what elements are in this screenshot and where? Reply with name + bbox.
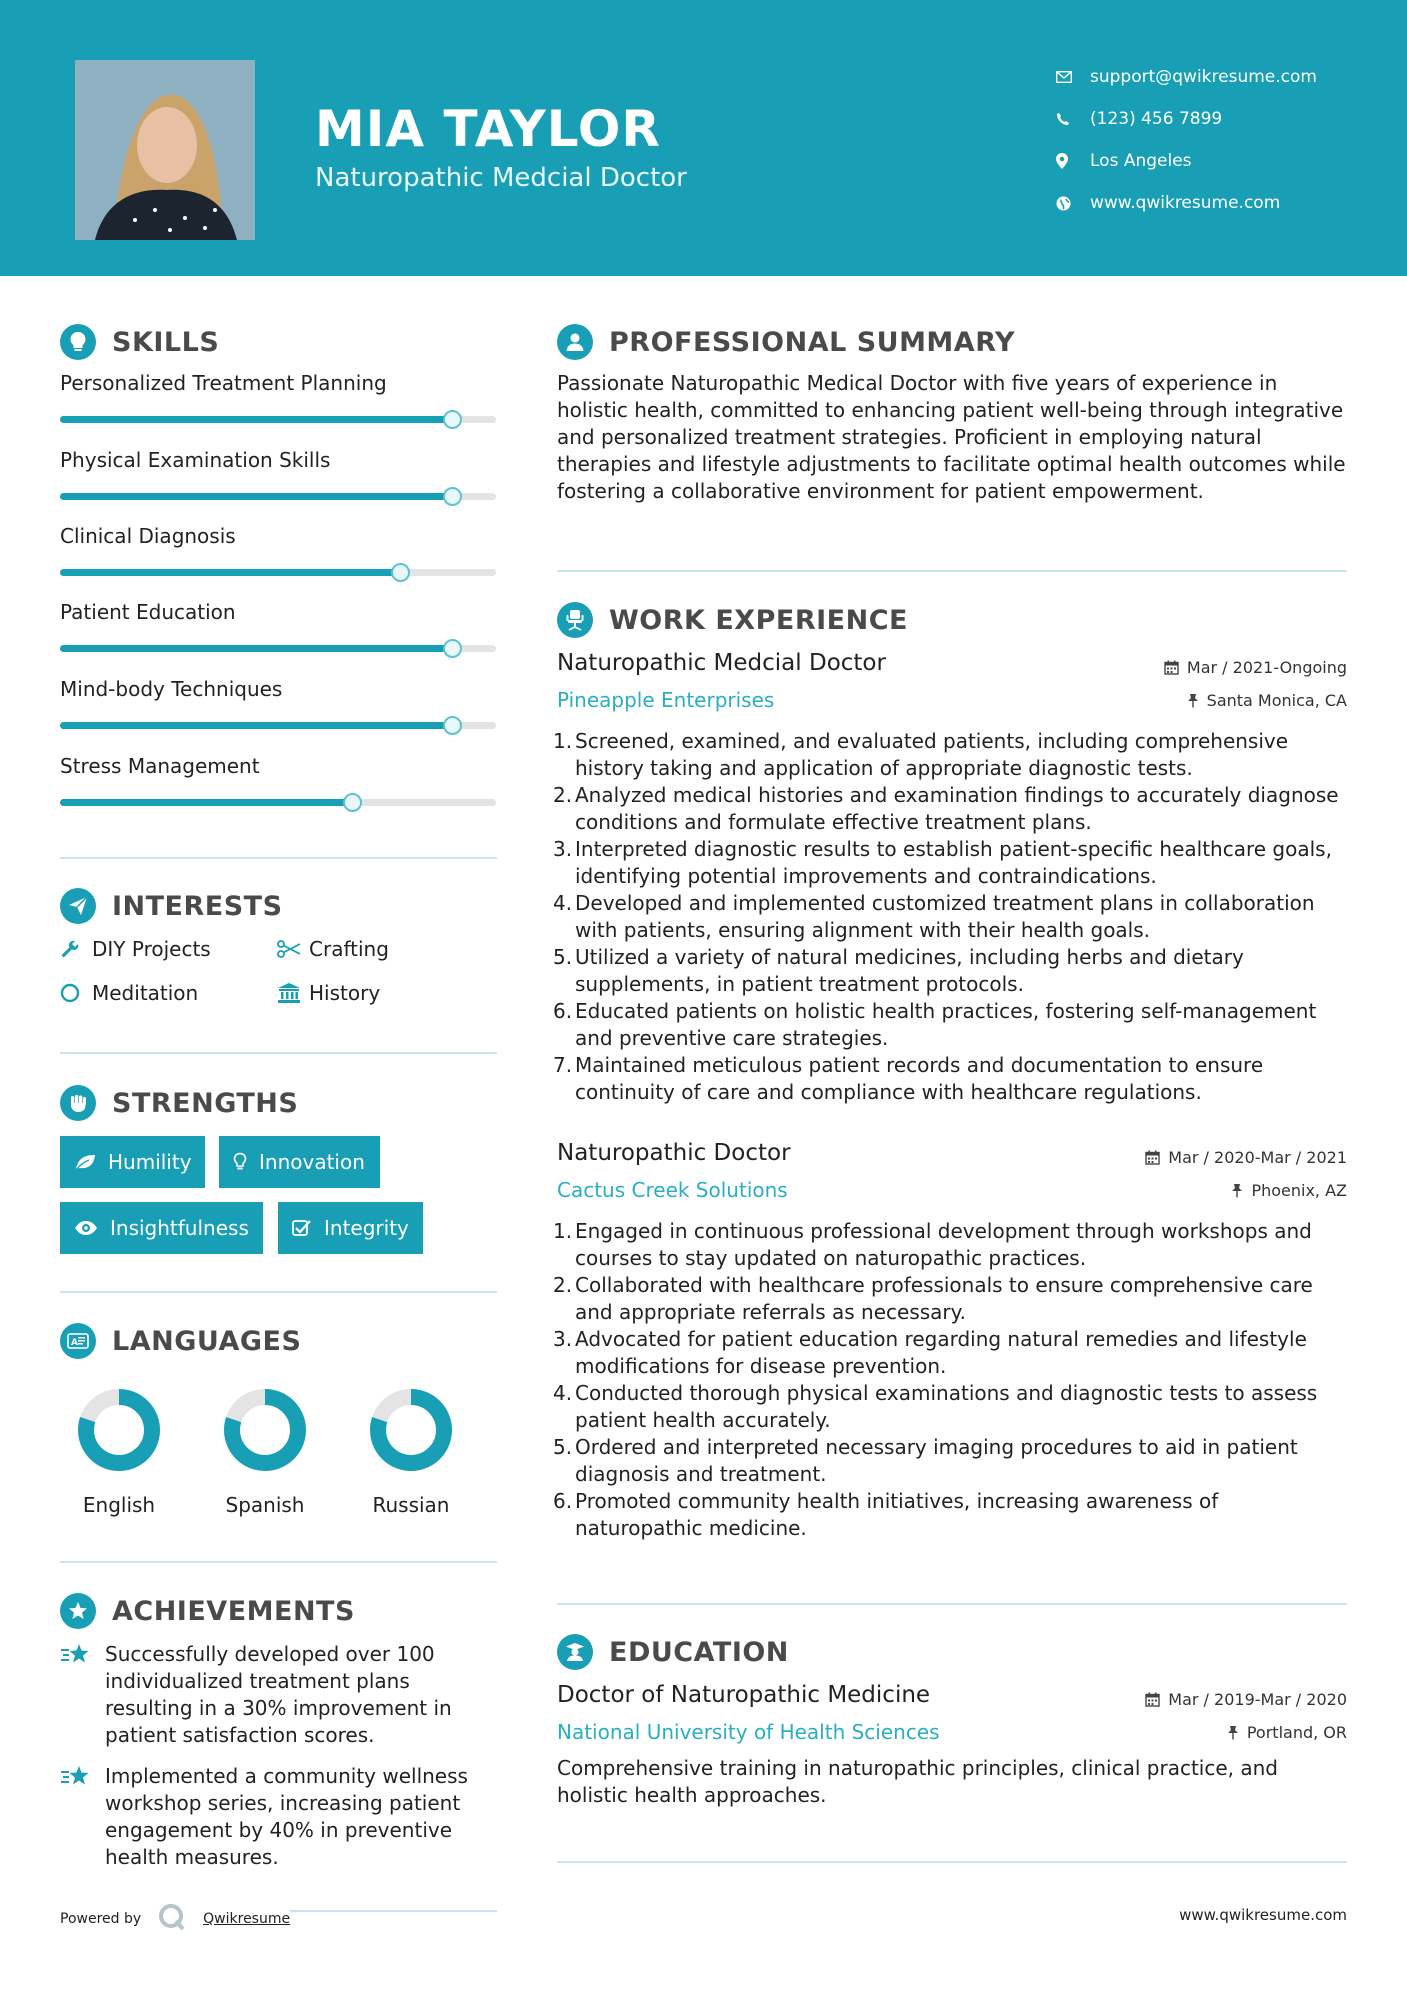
- education-location: [1227, 1723, 1347, 1742]
- skills-title: SKILLS: [112, 326, 220, 358]
- interest-item: [60, 937, 211, 961]
- job-bullet-text: Maintained meticulous patient records and documentation to ensure continuity of care and compliance with healthcare regulations.: [575, 1053, 1264, 1104]
- skill-name: Patient Education: [60, 600, 236, 624]
- summary-heading: [557, 324, 1015, 360]
- language-donut: [220, 1385, 310, 1475]
- globe-icon: [1056, 196, 1090, 211]
- skill-bar-fill: [60, 569, 400, 576]
- interests-title: INTERESTS: [112, 890, 283, 922]
- language-donut: [366, 1385, 456, 1475]
- office-chair-icon: [557, 602, 593, 638]
- job-location: [1187, 691, 1347, 710]
- skill-name: Clinical Diagnosis: [60, 524, 236, 548]
- skill-bar: [60, 493, 496, 500]
- job-bullet: 1. Engaged in continuous professional development through workshops and courses to stay updated on naturopathic practices.: [553, 1219, 1312, 1270]
- summary-title: PROFESSIONAL SUMMARY: [609, 326, 1016, 358]
- strengths-heading: [60, 1085, 298, 1121]
- strength-tag: [278, 1202, 423, 1254]
- achievements-title: ACHIEVEMENTS: [112, 1595, 355, 1627]
- graduate-icon: [557, 1634, 593, 1670]
- contact-location-text: Los Angeles: [1090, 151, 1192, 171]
- strength-tag: [60, 1202, 263, 1254]
- phone-icon: [1056, 112, 1090, 126]
- strength-tag: [219, 1136, 380, 1188]
- summary-text: Passionate Naturopathic Medical Doctor with five years of experience in holistic health, committed to enhancing patient well-being through integrative and personalized treatment strategies. Proficient in employing natural therapies and lifestyle adjustments to facilitate optimal health outcomes while fostering a collaborative environment for patient empowerment.: [557, 371, 1346, 503]
- languages-heading: [60, 1323, 301, 1359]
- job-location-text: Santa Monica, CA: [1206, 691, 1347, 710]
- job-bullet-text: Utilized a variety of natural medicines, including herbs and dietary supplements, in patient treatment protocols.: [575, 945, 1244, 996]
- job-company: Cactus Creek Solutions: [557, 1178, 788, 1202]
- job-bullet: 2. Collaborated with healthcare professionals to ensure comprehensive care and appropriate referrals as necessary.: [553, 1273, 1313, 1324]
- pushpin-icon: [1231, 1183, 1243, 1198]
- job-bullets: [553, 728, 1352, 1106]
- job-bullet-text: Engaged in continuous professional development through workshops and courses to stay updated on naturopathic practices.: [575, 1219, 1312, 1270]
- strength-label: Integrity: [324, 1216, 409, 1240]
- education-heading: [557, 1634, 789, 1670]
- job-bullet-text: Collaborated with healthcare professionals to ensure comprehensive care and appropriate referrals as necessary.: [575, 1273, 1313, 1324]
- museum-icon: [277, 982, 309, 1004]
- lightbulb-outline-icon: [233, 1152, 247, 1172]
- skill-bar-fill: [60, 645, 452, 652]
- section-divider: [557, 1861, 1347, 1863]
- skill-bar-fill: [60, 416, 452, 423]
- job-bullet: 3. Interpreted diagnostic results to establish patient-specific healthcare goals, identifying potential improvements and contraindications.: [553, 837, 1332, 888]
- skill-bar: [60, 722, 496, 729]
- section-divider: [60, 1052, 497, 1054]
- star-badge-icon: [60, 1593, 96, 1629]
- job-bullet-text: Ordered and interpreted necessary imaging procedures to aid in patient diagnosis and treatment.: [575, 1435, 1298, 1486]
- lightbulb-icon: [60, 324, 96, 360]
- job-bullet: 7. Maintained meticulous patient records and documentation to ensure continuity of care and compliance with healthcare regulations.: [553, 1053, 1264, 1104]
- contact-phone-text: (123) 456 7899: [1090, 109, 1223, 129]
- language-name: English: [82, 1493, 156, 1517]
- job-bullet: 5. Utilized a variety of natural medicines, including herbs and dietary supplements, in patient treatment protocols.: [553, 945, 1244, 996]
- achievement-text: Successfully developed over 100 individualized treatment plans resulting in a 30% improvement in patient satisfaction scores.: [105, 1642, 452, 1747]
- skill-bar: [60, 645, 496, 652]
- skill-bar: [60, 799, 496, 806]
- job-dates-text: Mar / 2020-Mar / 2021: [1168, 1148, 1347, 1167]
- job-bullet-text: Educated patients on holistic health practices, fostering self-management and preventive care strategies.: [575, 999, 1317, 1050]
- language-donut: [74, 1385, 164, 1475]
- skill-bar-knob: [343, 793, 362, 812]
- job-bullet: 4. Conducted thorough physical examinations and diagnostic tests to assess patient health accurately.: [553, 1381, 1318, 1432]
- job-dates: [1164, 658, 1347, 677]
- contact-email-text: support@qwikresume.com: [1090, 67, 1317, 87]
- contact-website[interactable]: [1056, 182, 1317, 224]
- interest-label: DIY Projects: [92, 937, 211, 961]
- skill-bar-fill: [60, 493, 452, 500]
- eye-icon: [74, 1220, 98, 1236]
- job-bullet-text: Conducted thorough physical examinations and diagnostic tests to assess patient health accurately.: [575, 1381, 1318, 1432]
- job-bullets: [553, 1218, 1352, 1542]
- skill-bar-knob: [391, 563, 410, 582]
- job-location: [1231, 1181, 1347, 1200]
- job-bullet-text: Promoted community health initiatives, increasing awareness of naturopathic medicine.: [575, 1489, 1219, 1540]
- profile-photo: [75, 60, 255, 240]
- interest-item: [60, 981, 198, 1005]
- interest-label: Meditation: [92, 981, 199, 1005]
- qwikresume-logo-icon: [157, 1902, 191, 1936]
- job-bullet: 5. Ordered and interpreted necessary imaging procedures to aid in patient diagnosis and treatment.: [553, 1435, 1298, 1486]
- scissors-icon: [277, 940, 309, 958]
- calendar-icon: [1145, 1150, 1160, 1165]
- job-dates: [1145, 1148, 1347, 1167]
- education-degree: Doctor of Naturopathic Medicine: [557, 1682, 931, 1708]
- skill-name: Physical Examination Skills: [60, 448, 331, 472]
- education-dates: [1145, 1690, 1347, 1709]
- candidate-name: MIA TAYLOR: [315, 100, 661, 158]
- interests-heading: [60, 888, 283, 924]
- skill-bar: [60, 416, 496, 423]
- checkbox-icon: [292, 1219, 312, 1237]
- skill-bar-knob: [443, 639, 462, 658]
- skill-bar-fill: [60, 799, 352, 806]
- interest-item: [277, 981, 380, 1005]
- job-bullet-text: Analyzed medical histories and examination findings to accurately diagnose conditions and formulate effective treatment plans.: [575, 783, 1339, 834]
- powered-by: [60, 1902, 290, 1936]
- job-bullet: 6. Educated patients on holistic health practices, fostering self-management and preventive care strategies.: [553, 999, 1317, 1050]
- skill-bar-knob: [443, 487, 462, 506]
- section-divider: [60, 857, 497, 859]
- job-bullet: 4. Developed and implemented customized treatment plans in collaboration with patients, ensuring alignment with their health goals.: [553, 891, 1315, 942]
- strengths-title: STRENGTHS: [112, 1087, 299, 1119]
- education-description: Comprehensive training in naturopathic principles, clinical practice, and holistic health approaches.: [557, 1756, 1278, 1807]
- job-title: Naturopathic Doctor: [557, 1140, 791, 1166]
- language-name: Spanish: [225, 1493, 305, 1517]
- fist-icon: [60, 1085, 96, 1121]
- skills-heading: [60, 324, 219, 360]
- education-dates-text: Mar / 2019-Mar / 2020: [1168, 1690, 1347, 1709]
- job-bullet-text: Screened, examined, and evaluated patients, including comprehensive history taking and application of appropriate diagnostic tests.: [575, 729, 1289, 780]
- shooting-star-icon: [60, 1641, 105, 1749]
- svg-text:A: A: [71, 1338, 78, 1348]
- language-item: [64, 1385, 174, 1517]
- languages-title: LANGUAGES: [112, 1325, 302, 1357]
- job-location-text: Phoenix, AZ: [1251, 1181, 1347, 1200]
- contact-website-text: www.qwikresume.com: [1090, 193, 1281, 213]
- job-bullet-text: Interpreted diagnostic results to establish patient-specific healthcare goals, identifying potential improvements and contraindications.: [575, 837, 1332, 888]
- language-name: Russian: [372, 1493, 450, 1517]
- job-title: Naturopathic Medcial Doctor: [557, 650, 886, 676]
- skill-bar: [60, 569, 496, 576]
- candidate-role: Naturopathic Medcial Doctor: [315, 163, 687, 193]
- job-bullet-text: Developed and implemented customized treatment plans in collaboration with patients, ensuring alignment with their health goals.: [575, 891, 1315, 942]
- job-bullet: 1. Screened, examined, and evaluated patients, including comprehensive history taking and application of appropriate diagnostic tests.: [553, 729, 1289, 780]
- leaf-icon: [74, 1153, 96, 1171]
- strength-label: Humility: [108, 1150, 192, 1174]
- language-item: [356, 1385, 466, 1517]
- work-title: WORK EXPERIENCE: [609, 604, 908, 636]
- contact-phone: [1056, 98, 1317, 140]
- skill-name: Stress Management: [60, 754, 260, 778]
- map-pin-icon: [1056, 153, 1090, 169]
- header-banner: [0, 0, 1407, 276]
- work-heading: [557, 602, 908, 638]
- circle-icon: [60, 983, 92, 1003]
- job-bullet: 2. Analyzed medical histories and examination findings to accurately diagnose conditions and formulate effective treatment plans.: [553, 783, 1339, 834]
- strength-label: Insightfulness: [110, 1216, 249, 1240]
- achievement-text: Implemented a community wellness workshop series, increasing patient engagement by 40% in preventive health measures.: [105, 1764, 468, 1869]
- education-school: National University of Health Sciences: [557, 1720, 940, 1744]
- education-title: EDUCATION: [609, 1636, 789, 1668]
- skill-bar-fill: [60, 722, 452, 729]
- interest-label: History: [309, 981, 381, 1005]
- job-company: Pineapple Enterprises: [557, 688, 775, 712]
- skill-name: Personalized Treatment Planning: [60, 371, 387, 395]
- section-divider: [557, 570, 1347, 572]
- interest-label: Crafting: [309, 937, 389, 961]
- skill-name: Mind-body Techniques: [60, 677, 283, 701]
- section-divider: [60, 1291, 497, 1293]
- footer-url[interactable]: www.qwikresume.com: [1179, 1906, 1347, 1924]
- footer-divider: [290, 1910, 497, 1912]
- contact-location: [1056, 140, 1317, 182]
- job-bullet: 3. Advocated for patient education regarding natural remedies and lifestyle modifications for disease prevention.: [553, 1327, 1307, 1378]
- calendar-icon: [1145, 1692, 1160, 1707]
- job-bullet: 6. Promoted community health initiatives, increasing awareness of naturopathic medicine.: [553, 1489, 1219, 1540]
- pushpin-icon: [1227, 1725, 1239, 1740]
- pushpin-icon: [1187, 693, 1199, 708]
- user-icon: [557, 324, 593, 360]
- achievement-item: [60, 1763, 500, 1871]
- language-icon: [60, 1323, 96, 1359]
- interest-item: [277, 937, 389, 961]
- section-divider: [60, 1561, 497, 1563]
- job-dates-text: Mar / 2021-Ongoing: [1186, 658, 1347, 677]
- language-item: [210, 1385, 320, 1517]
- qwikresume-link[interactable]: Qwikresume: [203, 1911, 291, 1927]
- envelope-icon: [1056, 71, 1090, 83]
- shooting-star-icon: [60, 1763, 105, 1871]
- strength-label: Innovation: [259, 1150, 365, 1174]
- section-divider: [557, 1603, 1347, 1605]
- powered-by-label: Powered by: [60, 1911, 142, 1927]
- education-location-text: Portland, OR: [1246, 1723, 1347, 1742]
- wrench-icon: [60, 939, 92, 959]
- paper-plane-icon: [60, 888, 96, 924]
- contact-block: [1056, 56, 1317, 224]
- skill-bar-knob: [443, 716, 462, 735]
- strength-tag: [60, 1136, 205, 1188]
- skill-bar-knob: [443, 410, 462, 429]
- achievements-heading: [60, 1593, 355, 1629]
- calendar-icon: [1164, 660, 1179, 675]
- achievement-item: [60, 1641, 500, 1749]
- contact-email[interactable]: [1056, 56, 1317, 98]
- job-bullet-text: Advocated for patient education regarding natural remedies and lifestyle modifications for disease prevention.: [575, 1327, 1307, 1378]
